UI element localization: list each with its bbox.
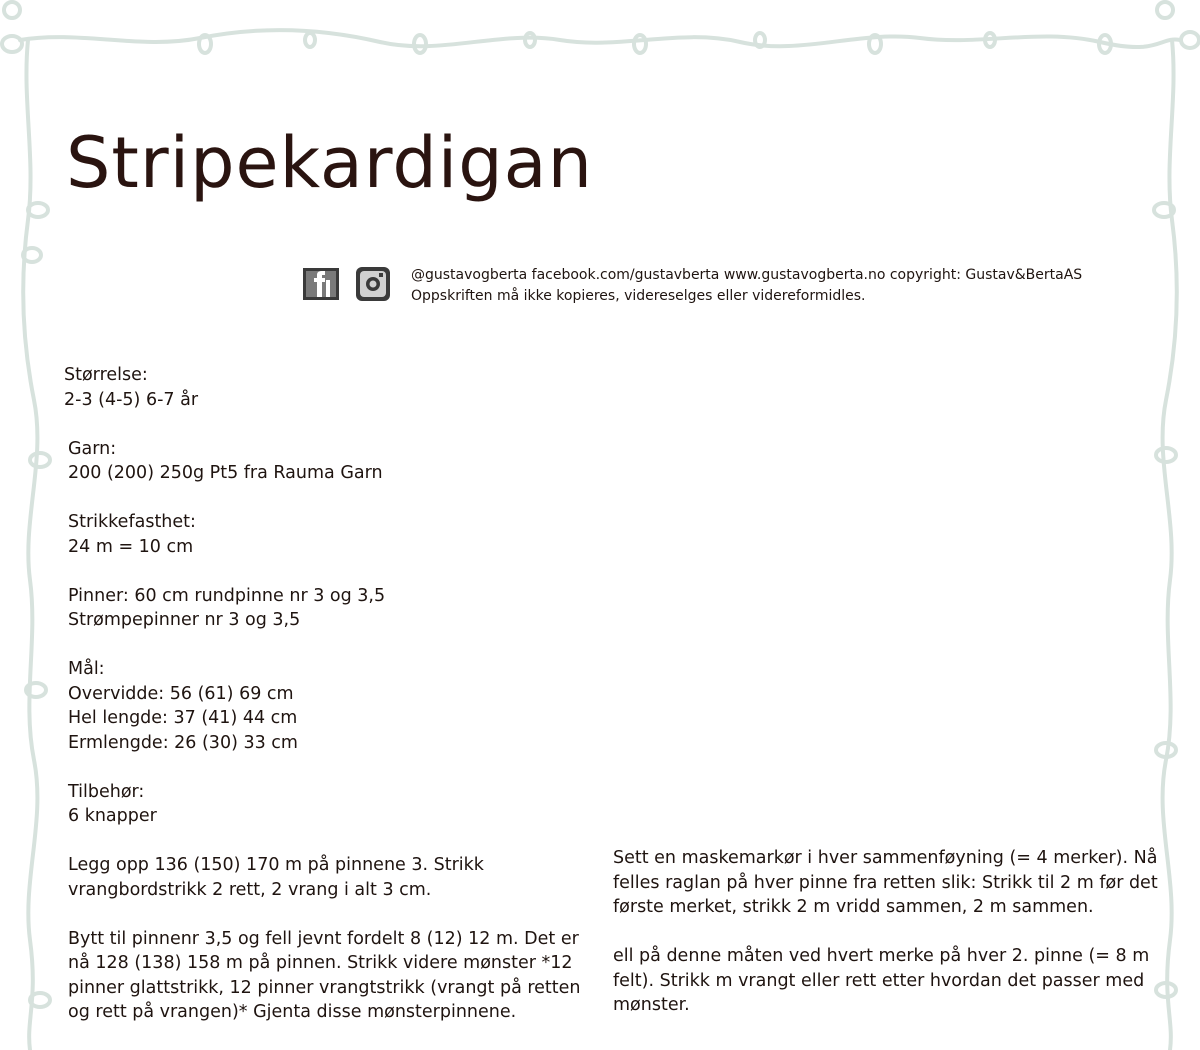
right-column (613, 846, 1158, 1042)
yarn-label: Garn: (68, 438, 117, 459)
notions-value: 6 knapper (68, 806, 157, 826)
credits-line-1: @gustavogberta facebook.com/gustavberta www.gustavogberta.no copyright: Gustav&BertaAS (411, 267, 1083, 283)
instruction-decrease: ell på denne måten ved hvert merke på hver 2. pinne (= 8 m felt). Strikk m vrangt eller rett etter hvordan det passer med mønster. (613, 946, 1150, 1015)
size-label: Størrelse: (64, 365, 148, 385)
notions-label: Tilbehør: (68, 781, 145, 802)
pattern-title: Stripekardigan (66, 122, 593, 204)
gauge-label: Strikkefasthet: (68, 512, 196, 532)
measurement-length: Hel lengde: 37 (41) 44 cm (68, 708, 298, 728)
left-column (64, 363, 604, 1049)
needles-circular: Pinner: 60 cm rundpinne nr 3 og 3,5 (68, 585, 386, 606)
size-section (64, 363, 604, 412)
instruction-raglan: Sett en maskemarkør i hver sammenføyning (= 4 merker). Nå felles raglan på hver pinne fra retten slik: Strikk til 2 m før det første merket, strikk 2 m vridd sammen, 2 m sammen. (613, 848, 1158, 917)
gauge-section (64, 510, 604, 559)
measurements-section (64, 657, 604, 755)
credits-line-2: Oppskriften må ikke kopieres, videreselges eller videreformidles. (411, 288, 866, 304)
needles-section (64, 584, 604, 633)
instruction-pattern: Bytt til pinnenr 3,5 og fell jevnt fordelt 8 (12) 12 m. Det er nå 128 (138) 158 m på pinnen. Strikk videre mønster *12 pinner glattstrikk, 12 pinner vrangtstrikk (vrangt på retten og rett på vrangen)* Gjenta disse mønsterpinnene. (68, 928, 581, 1022)
instruction-cast-on: Legg opp 136 (150) 170 m på pinnene 3. Strikk vrangbordstrikk 2 rett, 2 vrang i alt 3 cm. (68, 855, 484, 900)
size-value: 2-3 (4-5) 6-7 år (64, 389, 199, 410)
facebook-icon[interactable] (302, 264, 340, 302)
measurement-sleeve: Ermlengde: 26 (30) 33 cm (68, 732, 298, 753)
needles-dpn: Strømpepinner nr 3 og 3,5 (68, 610, 301, 630)
instagram-icon[interactable] (354, 264, 392, 302)
yarn-section (64, 437, 604, 486)
measurements-label: Mål: (68, 659, 105, 679)
copyright-notice (411, 265, 1151, 307)
social-icons (302, 264, 392, 302)
yarn-value: 200 (200) 250g Pt5 fra Rauma Garn (68, 463, 383, 483)
gauge-value: 24 m = 10 cm (68, 536, 194, 557)
notions-section (64, 780, 604, 829)
measurement-chest: Overvidde: 56 (61) 69 cm (68, 683, 294, 704)
